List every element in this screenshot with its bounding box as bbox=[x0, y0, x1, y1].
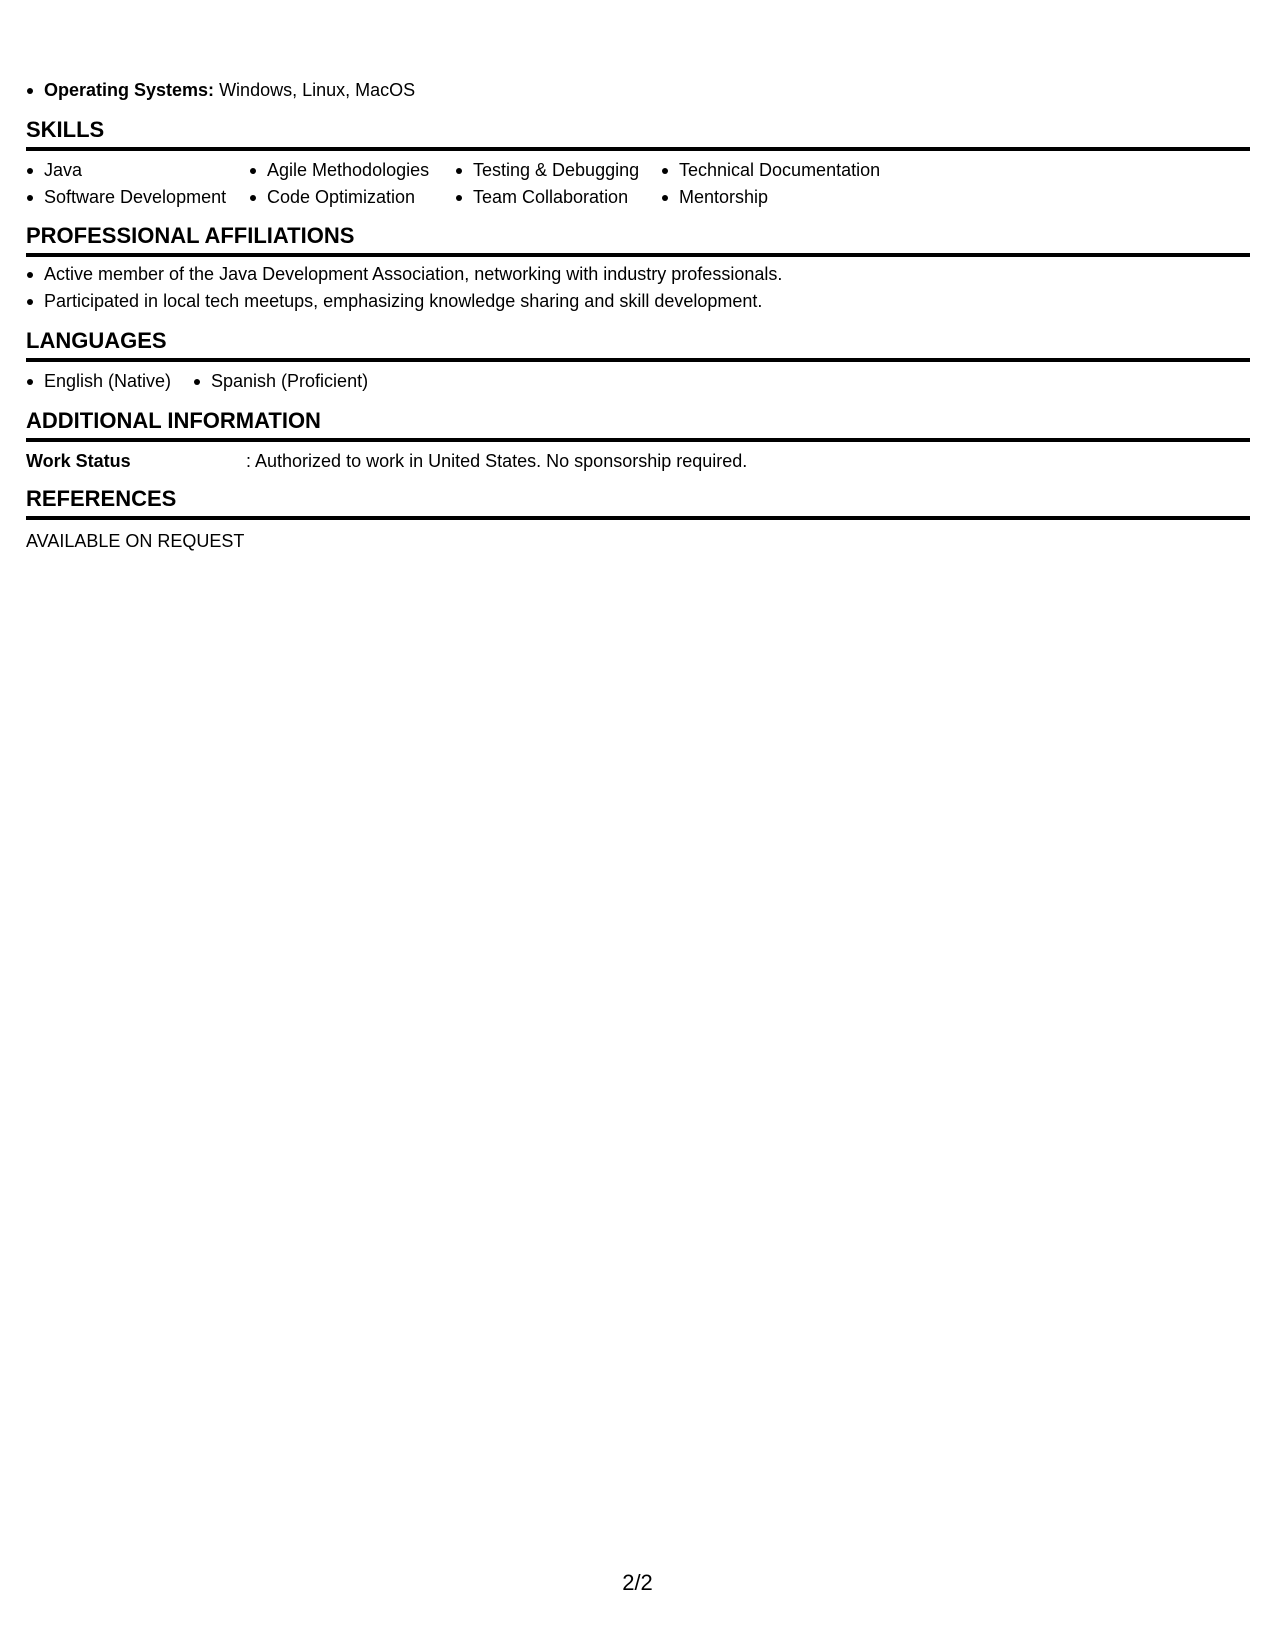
skill-item: Technical Documentation bbox=[661, 159, 880, 181]
skills-column-1 bbox=[26, 159, 226, 213]
language-item: Spanish (Proficient) bbox=[193, 370, 368, 392]
languages-list bbox=[26, 370, 1250, 392]
os-list-item bbox=[26, 79, 1250, 101]
section-divider bbox=[26, 358, 1250, 362]
os-label: Operating Systems: bbox=[44, 80, 215, 100]
work-status-label: Work Status bbox=[26, 451, 131, 471]
resume-page bbox=[26, 0, 1250, 551]
skill-item: Code Optimization bbox=[249, 186, 429, 208]
section-title-languages: LANGUAGES bbox=[26, 328, 167, 353]
skill-item: Testing & Debugging bbox=[455, 159, 639, 181]
skill-item: Java bbox=[26, 159, 226, 181]
references-text: AVAILABLE ON REQUEST bbox=[26, 531, 245, 551]
skills-column-2 bbox=[249, 159, 429, 213]
skills-column-3 bbox=[455, 159, 639, 213]
skill-item: Team Collaboration bbox=[455, 186, 639, 208]
section-divider bbox=[26, 438, 1250, 442]
section-divider bbox=[26, 516, 1250, 520]
skills-column-4 bbox=[661, 159, 880, 213]
language-item: English (Native) bbox=[26, 370, 171, 392]
page-number: 2/2 bbox=[622, 1570, 653, 1595]
skill-item: Software Development bbox=[26, 186, 226, 208]
additional-info-section bbox=[26, 408, 1250, 472]
skills-grid bbox=[26, 151, 1250, 207]
skills-section bbox=[26, 117, 1250, 207]
section-title-affiliations: PROFESSIONAL AFFILIATIONS bbox=[26, 223, 355, 248]
work-status-row bbox=[26, 450, 1250, 472]
affiliations-list bbox=[26, 263, 1250, 312]
section-title-references: REFERENCES bbox=[26, 486, 177, 511]
skill-item: Agile Methodologies bbox=[249, 159, 429, 181]
section-title-additional: ADDITIONAL INFORMATION bbox=[26, 408, 321, 433]
section-title-skills: SKILLS bbox=[26, 117, 105, 142]
affiliations-section bbox=[26, 223, 1250, 317]
languages-section bbox=[26, 328, 1250, 392]
references-section bbox=[26, 486, 1250, 552]
section-divider bbox=[26, 253, 1250, 257]
affiliation-item: Active member of the Java Development Association, networking with industry professionals. bbox=[26, 263, 1250, 285]
os-value: Windows, Linux, MacOS bbox=[214, 80, 416, 100]
work-status-value: : Authorized to work in United States. No sponsorship required. bbox=[246, 451, 748, 471]
skill-item: Mentorship bbox=[661, 186, 880, 208]
affiliation-item: Participated in local tech meetups, emphasizing knowledge sharing and skill development. bbox=[26, 290, 1250, 312]
